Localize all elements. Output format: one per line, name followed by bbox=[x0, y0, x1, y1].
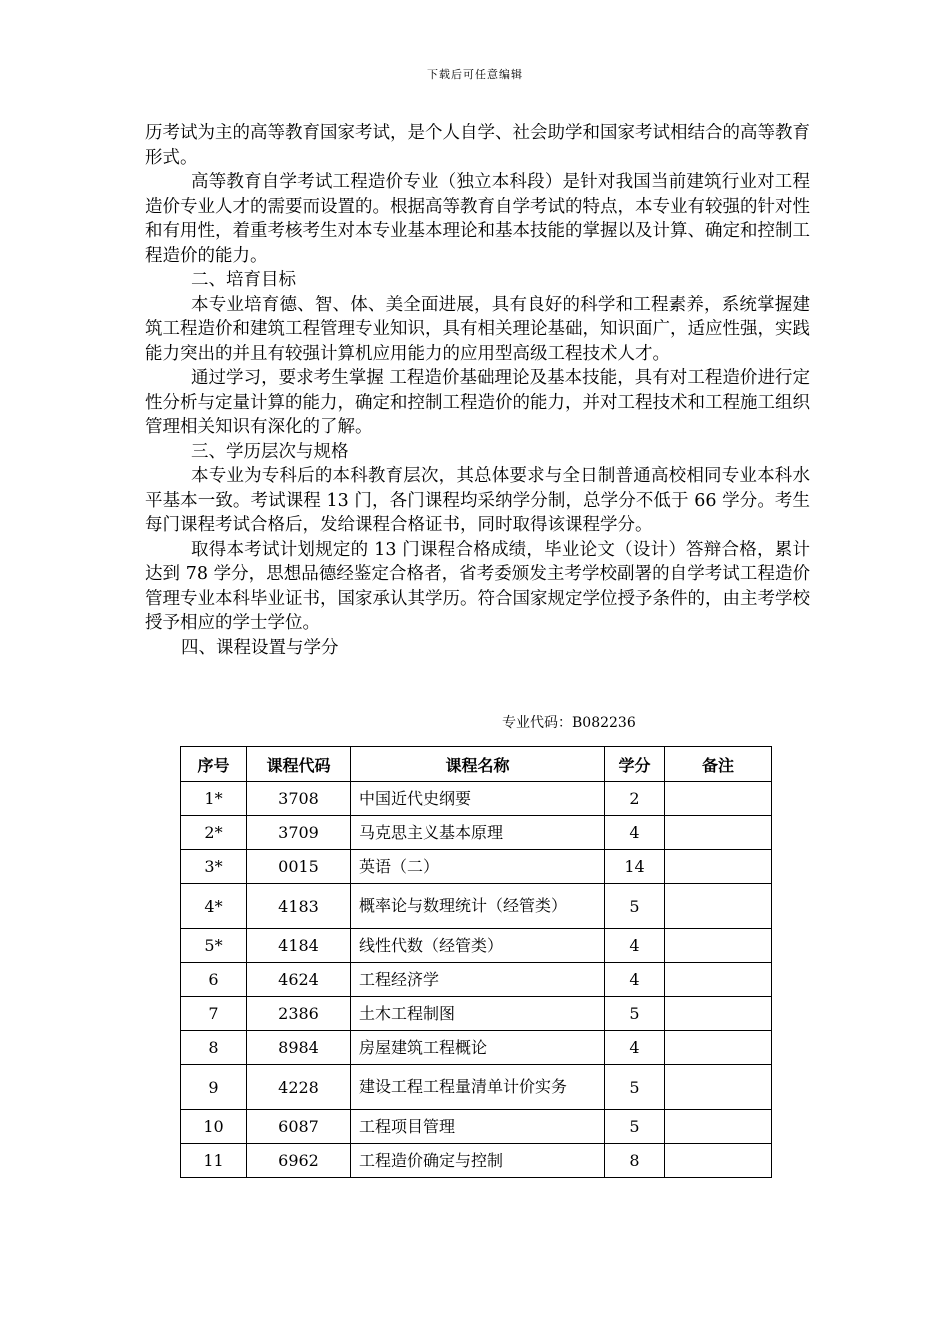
cell-note bbox=[665, 850, 772, 884]
cell-name: 线性代数（经管类） bbox=[351, 929, 605, 963]
header-credit: 学分 bbox=[605, 747, 665, 782]
cell-credit: 4 bbox=[605, 963, 665, 997]
major-code: 专业代码：B082236 bbox=[502, 715, 636, 731]
cell-credit: 4 bbox=[605, 816, 665, 850]
table-row bbox=[181, 997, 772, 1031]
header-note: 备注 bbox=[665, 747, 772, 782]
header-name: 课程名称 bbox=[351, 747, 605, 782]
paragraph: 通过学习，要求考生掌握 工程造价基础理论及基本技能，具有对工程造价进行定性分析与定量计算的能力，确定和控制工程造价的能力，并对工程技术和工程施工组织管理相关知识有深化的了解。 bbox=[145, 368, 810, 437]
cell-note bbox=[665, 816, 772, 850]
cell-credit: 5 bbox=[605, 997, 665, 1031]
cell-code: 4624 bbox=[247, 963, 351, 997]
cell-code: 0015 bbox=[247, 850, 351, 884]
cell-no: 4* bbox=[181, 884, 247, 929]
section-heading: 二、培育目标 bbox=[191, 270, 296, 290]
cell-name: 马克思主义基本原理 bbox=[351, 816, 605, 850]
cell-credit: 5 bbox=[605, 1065, 665, 1110]
paragraph: 高等教育自学考试工程造价专业（独立本科段）是针对我国当前建筑行业对工程造价专业人才的需要而设置的。根据高等教育自学考试的特点，本专业有较强的针对性和有用性，着重考核考生对本专业基本理论和基本技能的掌握以及计算、确定和控制工程造价的能力。 bbox=[145, 172, 810, 266]
cell-note bbox=[665, 963, 772, 997]
cell-note bbox=[665, 929, 772, 963]
paragraph: 本专业为专科后的本科教育层次，其总体要求与全日制普通高校相同专业本科水平基本一致。考试课程 13 门，各门课程均采纳学分制，总学分不低于 66 学分。考生每门课程考试合格后，发给课程合格证书，同时取得该课程学分。 bbox=[145, 466, 810, 535]
cell-name: 概率论与数理统计（经管类） bbox=[351, 884, 605, 929]
cell-credit: 5 bbox=[605, 1110, 665, 1144]
cell-name: 土木工程制图 bbox=[351, 997, 605, 1031]
cell-code: 3708 bbox=[247, 782, 351, 816]
document-body bbox=[145, 121, 810, 660]
cell-no: 5* bbox=[181, 929, 247, 963]
table-header-row bbox=[181, 747, 772, 782]
table-row bbox=[181, 963, 772, 997]
cell-code: 4228 bbox=[247, 1065, 351, 1110]
cell-no: 9 bbox=[181, 1065, 247, 1110]
cell-no: 10 bbox=[181, 1110, 247, 1144]
section-heading: 三、学历层次与规格 bbox=[191, 441, 349, 462]
cell-no: 11 bbox=[181, 1144, 247, 1178]
cell-no: 1* bbox=[181, 782, 247, 816]
cell-credit: 14 bbox=[605, 850, 665, 884]
cell-no: 3* bbox=[181, 850, 247, 884]
cell-credit: 5 bbox=[605, 884, 665, 929]
cell-note bbox=[665, 997, 772, 1031]
cell-name: 英语（二） bbox=[351, 850, 605, 884]
cell-code: 6962 bbox=[247, 1144, 351, 1178]
cell-code: 2386 bbox=[247, 997, 351, 1031]
cell-note bbox=[665, 884, 772, 929]
cell-name: 建设工程工程量清单计价实务 bbox=[351, 1065, 605, 1110]
table-row bbox=[181, 1110, 772, 1144]
header-code: 课程代码 bbox=[247, 747, 351, 782]
header-no: 序号 bbox=[181, 747, 247, 782]
cell-code: 4184 bbox=[247, 929, 351, 963]
cell-no: 7 bbox=[181, 997, 247, 1031]
cell-name: 工程项目管理 bbox=[351, 1110, 605, 1144]
table-row bbox=[181, 884, 772, 929]
table-row bbox=[181, 782, 772, 816]
cell-credit: 2 bbox=[605, 782, 665, 816]
cell-note bbox=[665, 1031, 772, 1065]
cell-no: 8 bbox=[181, 1031, 247, 1065]
cell-code: 4183 bbox=[247, 884, 351, 929]
cell-credit: 4 bbox=[605, 1031, 665, 1065]
cell-no: 6 bbox=[181, 963, 247, 997]
paragraph: 取得本考试计划规定的 13 门课程合格成绩，毕业论文（设计）答辩合格，累计达到 78 学分，思想品德经鉴定合格者，省考委颁发主考学校副署的自学考试工程造价管理专业本科毕业证书，国家承认其学历。符合国家规定学位授予条件的，由主考学校授予相应的学士学位。 bbox=[145, 539, 810, 633]
cell-credit: 8 bbox=[605, 1144, 665, 1178]
cell-code: 6087 bbox=[247, 1110, 351, 1144]
course-table bbox=[180, 746, 772, 1178]
cell-no: 2* bbox=[181, 816, 247, 850]
table-row bbox=[181, 816, 772, 850]
cell-code: 3709 bbox=[247, 816, 351, 850]
table-row bbox=[181, 1031, 772, 1065]
table-row bbox=[181, 1144, 772, 1178]
cell-name: 房屋建筑工程概论 bbox=[351, 1031, 605, 1065]
section-heading: 四、课程设置与学分 bbox=[181, 637, 339, 658]
cell-note bbox=[665, 782, 772, 816]
cell-name: 工程造价确定与控制 bbox=[351, 1144, 605, 1178]
cell-name: 工程经济学 bbox=[351, 963, 605, 997]
paragraph: 历考试为主的高等教育国家考试，是个人自学、社会助学和国家考试相结合的高等教育形式。 bbox=[145, 123, 810, 168]
cell-note bbox=[665, 1065, 772, 1110]
page-header: 下载后可任意编辑 bbox=[427, 68, 523, 81]
table-row bbox=[181, 929, 772, 963]
cell-code: 8984 bbox=[247, 1031, 351, 1065]
cell-note bbox=[665, 1144, 772, 1178]
cell-credit: 4 bbox=[605, 929, 665, 963]
cell-name: 中国近代史纲要 bbox=[351, 782, 605, 816]
cell-note bbox=[665, 1110, 772, 1144]
paragraph: 本专业培育德、智、体、美全面进展，具有良好的科学和工程素养，系统掌握建筑工程造价和建筑工程管理专业知识，具有相关理论基础，知识面广，适应性强，实践能力突出的并且有较强计算机应用能力的应用型高级工程技术人才。 bbox=[145, 294, 810, 364]
table-row bbox=[181, 1065, 772, 1110]
table-row bbox=[181, 850, 772, 884]
